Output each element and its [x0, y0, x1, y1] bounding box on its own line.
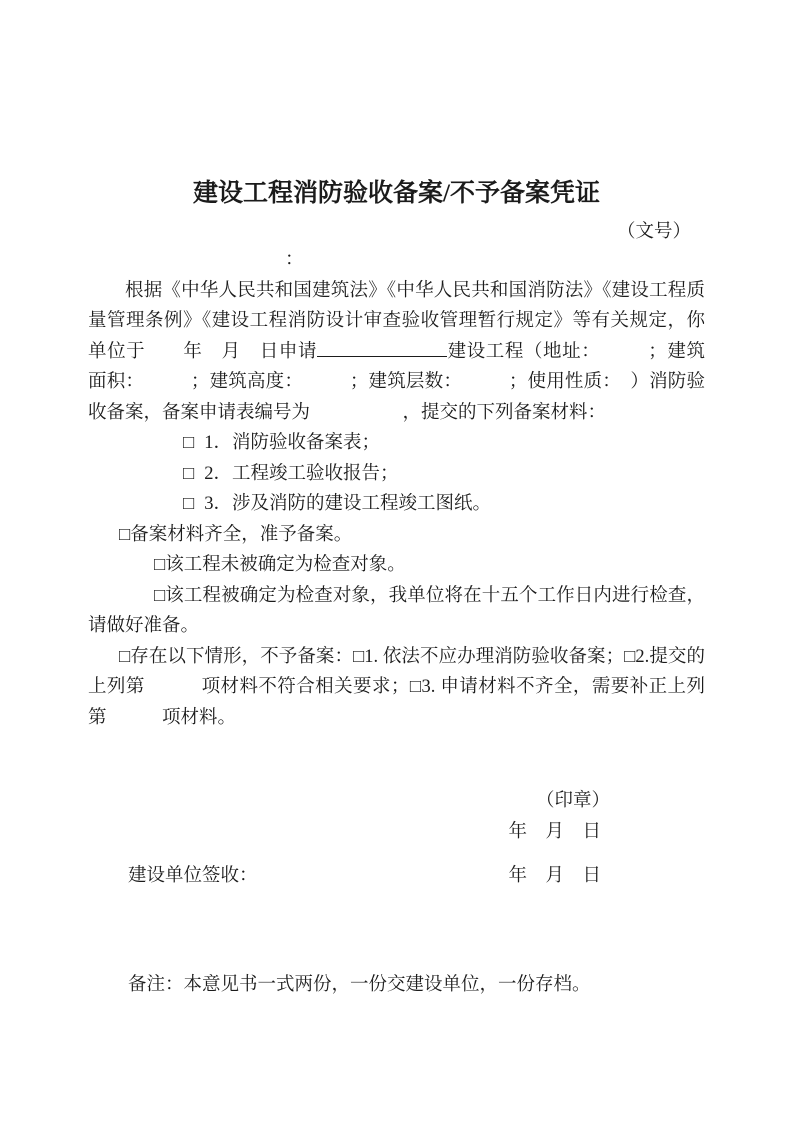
doc-number-placeholder: （文号） — [616, 222, 691, 242]
material-2-checkbox-icon[interactable]: □ — [183, 463, 195, 484]
rejection-option-2-checkbox-icon[interactable]: □ — [624, 646, 636, 667]
project-name-blank-line[interactable] — [317, 337, 447, 357]
rejection-option-2-label: 2.提交的上列第 项材料不符合相关要求； — [88, 646, 705, 697]
material-3-label: 3．涉及消防的建设工程竣工图纸。 — [204, 494, 491, 514]
sign-label: 建设单位签收： — [128, 866, 258, 886]
intro-text-after-blank: 建设工程（地址： ；建筑面积： ；建筑高度： ；建筑层数： ；使用性质： ）消防验收备案，备案申请表编号为 ，提交的下列备案材料： — [88, 341, 705, 423]
rejection-label: 存在以下情形，不予备案： — [130, 646, 354, 667]
addressee-line — [88, 245, 705, 276]
decision-inspected-checkbox-icon[interactable]: □ — [154, 585, 166, 606]
decision-not-inspected-label: 该工程未被确定为检查对象。 — [165, 555, 406, 575]
decision-inspected-label: 该工程被确定为检查对象，我单位将在十五个工作日内进行检查，请做好准备。 — [88, 585, 705, 636]
note-line: 备注：本意见书一式两份，一份交建设单位，一份存档。 — [128, 974, 591, 995]
rejection-option-1-checkbox-icon[interactable]: □ — [353, 646, 365, 667]
rejection-option-3-label: 3. 申请材料不齐全，需要补正上列第 项材料。 — [88, 677, 705, 728]
material-3-checkbox-icon[interactable]: □ — [183, 494, 195, 514]
decision-approve-label: 备案材料齐全，准予备案。 — [130, 524, 353, 545]
decision-inspected-paragraph — [88, 581, 705, 642]
rejection-checkbox-icon[interactable]: □ — [119, 646, 131, 667]
material-item-2 — [88, 459, 705, 490]
decision-approve-checkbox-icon[interactable]: □ — [119, 524, 131, 545]
sign-row — [88, 861, 705, 892]
seal-placeholder: （印章） — [535, 791, 610, 811]
rejection-option-1-label: 1. 依法不应办理消防验收备案； — [364, 646, 625, 667]
decision-approve-line — [88, 520, 705, 551]
document-title: 建设工程消防验收备案/不予备案凭证 — [193, 180, 600, 207]
sign-date-line: 年 月 日 — [508, 866, 601, 886]
decision-not-inspected-checkbox-icon[interactable]: □ — [154, 555, 166, 575]
intro-paragraph — [88, 276, 705, 429]
intro-text-before-blank: 根据《中华人民共和国建筑法》《中华人民共和国消防法》《建设工程质量管理条例》《建设工程消防设计审查验收管理暂行规定》等有关规定，你单位于 年 月 日申请 — [88, 280, 705, 362]
material-2-label: 2．工程竣工验收报告； — [204, 463, 399, 484]
seal-date-line: 年 月 日 — [508, 821, 601, 842]
material-1-checkbox-icon[interactable]: □ — [183, 433, 195, 453]
decision-not-inspected-line — [88, 550, 705, 581]
material-item-3 — [88, 489, 705, 520]
material-item-1 — [88, 428, 705, 459]
addressee-colon: ： — [285, 250, 304, 270]
rejection-option-3-checkbox-icon[interactable]: □ — [409, 677, 422, 697]
decision-rejection-paragraph — [88, 642, 705, 734]
material-1-label: 1．消防验收备案表； — [204, 433, 380, 453]
